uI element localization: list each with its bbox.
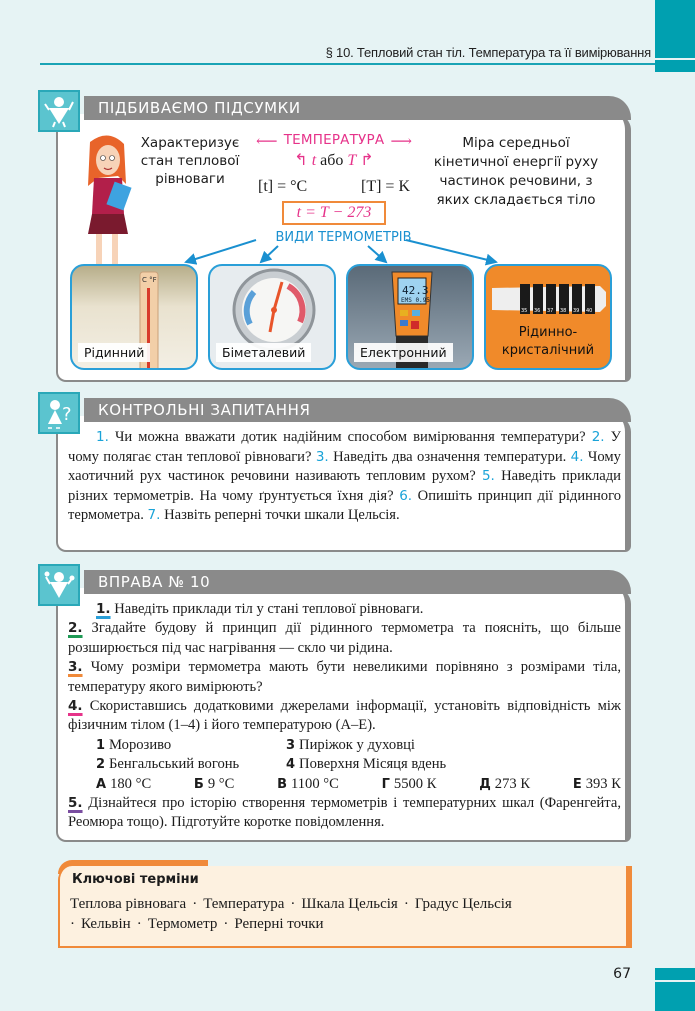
answer-value: 393 К: [585, 775, 621, 792]
unit-celsius: [t] = °C: [258, 178, 308, 195]
summary-section: [56, 96, 631, 382]
conversion-formula: t = T − 273: [282, 201, 386, 225]
page-edge-tab: [655, 968, 695, 980]
unit-kelvin: [T] = K: [360, 178, 410, 195]
curved-arrow-icon: ↰: [294, 152, 308, 169]
exercise-item: [68, 600, 621, 619]
answer-letter: Б: [193, 776, 204, 792]
questions-list: [68, 428, 621, 526]
key-terms-title: Ключові терміни: [72, 872, 199, 887]
temperature-definition-text: Міра середньої кінетичної енергії руху частинок речовини, з яких складається тіло: [433, 135, 599, 208]
body-number: 2: [96, 757, 106, 773]
thermometer-types-title: ВИДИ ТЕРМОМЕТРІВ: [275, 230, 412, 245]
section-title: КОНТРОЛЬНІ ЗАПИТАННЯ: [84, 398, 631, 422]
temperature-characterizes-text: Характеризує стан теплової рівноваги: [140, 135, 240, 187]
bodies-row: [68, 736, 621, 755]
exercise-item: [68, 794, 621, 833]
question-number: 7.: [147, 507, 161, 524]
key-terms-list: [70, 894, 624, 934]
exercise-number: 5.: [68, 795, 83, 812]
answer-letter: А: [96, 776, 107, 792]
question-character-icon: [38, 392, 80, 434]
answer-letter: Е: [572, 776, 582, 792]
temperature-title: ТЕМПЕРАТУРА: [283, 132, 385, 148]
key-term: Кельвін: [81, 916, 131, 932]
answer-value: 5500 К: [393, 775, 437, 792]
body-text: Морозиво: [109, 736, 172, 753]
svg-text:EMS 0.95: EMS 0.95: [401, 297, 430, 304]
exercise-item: [68, 697, 621, 736]
body-text: Пиріжок у духовці: [299, 736, 415, 753]
body-number: 3: [286, 737, 296, 753]
temperatures-row: [68, 775, 621, 794]
exercise-item: [68, 658, 621, 697]
thermometer-label: Рідинний: [78, 343, 150, 362]
or-word: або: [320, 152, 344, 169]
juggling-character-icon: [38, 564, 80, 606]
key-term: Шкала Цельсія: [301, 896, 398, 912]
thermometer-card-bimetallic: [208, 264, 336, 370]
character-icon: [38, 90, 80, 132]
bodies-row: [68, 755, 621, 774]
thermometer-card-electronic: [346, 264, 474, 370]
question-text: У чому полягає стан теплової рівноваги?: [68, 429, 621, 465]
svg-text:?: ?: [62, 404, 72, 425]
page-edge-tab: [655, 982, 695, 1011]
svg-text:40: 40: [586, 308, 593, 314]
question-text: Чи можна вважати дотик надійним способом вимірювання температури?: [114, 429, 586, 445]
question-text: Наведіть приклади різних термометрів. На чому ґрунтується їхня дія?: [68, 468, 621, 504]
exercise-list: [68, 600, 621, 833]
exercise-text: Чому розміри термометра мають бути невеликими порівняно з розмірами тіла, температуру якого вимірюють?: [68, 659, 621, 695]
key-term: Теплова рівновага: [70, 896, 187, 912]
page-edge-tab: [655, 0, 695, 58]
exercise-text: Скориставшись додатковими джерелами інформації, установіть відповідність між фізичним тілом (1–4) і його температурою (А–Е).: [68, 698, 621, 734]
symbol-t: t: [311, 152, 317, 169]
arrow-right-icon: ⟶: [390, 132, 412, 150]
answer-letter: Г: [381, 776, 390, 792]
section-title: ВПРАВА № 10: [84, 570, 631, 594]
svg-text:37: 37: [547, 308, 554, 314]
question-number: 2.: [591, 429, 605, 445]
question-text: Назвіть реперні точки шкали Цельсія.: [164, 507, 400, 524]
temperature-concept: [254, 132, 414, 225]
question-number: 3.: [315, 448, 329, 465]
section-title: ПІДБИВАЄМО ПІДСУМКИ: [84, 96, 631, 120]
exercise-number: 4.: [68, 698, 83, 715]
exercise-number: 1.: [96, 601, 111, 617]
svg-text:39: 39: [573, 308, 580, 314]
thermometer-label: Рідинно-кристалічний: [501, 325, 595, 358]
svg-text:35: 35: [521, 308, 528, 314]
thermometer-card-liquid: [70, 264, 198, 370]
thermometer-label: Біметалевий: [216, 343, 311, 362]
exercise-number: 2.: [68, 620, 83, 637]
question-text: Опишіть принцип дії рідинного термометра.: [68, 487, 621, 524]
question-number: 5.: [481, 468, 495, 485]
bullet-icon: ·: [223, 916, 229, 932]
body-number: 1: [96, 737, 106, 753]
key-term: Реперні точки: [234, 916, 324, 932]
temperature-symbols: [254, 150, 414, 170]
answer-value: 9 °C: [207, 775, 235, 792]
question-number: 6.: [399, 487, 413, 504]
body-text: Поверхня Місяця вдень: [299, 756, 447, 773]
answer-letter: В: [277, 776, 287, 792]
svg-text:C °F: C °F: [142, 276, 157, 284]
running-header: § 10. Тепловий стан тіл. Температура та її вимірювання: [325, 45, 651, 60]
bullet-icon: ·: [403, 896, 409, 912]
curved-arrow-icon: ↱: [360, 152, 374, 169]
question-text: Наведіть два означення температури.: [333, 448, 567, 465]
bullet-icon: ·: [70, 916, 75, 932]
exercise-section: [56, 570, 631, 842]
bullet-icon: ·: [290, 896, 296, 912]
key-terms-box: [58, 860, 632, 948]
symbol-T: T: [347, 152, 357, 169]
bullet-icon: ·: [192, 896, 198, 912]
key-term: Температура: [203, 896, 285, 912]
question-text: Чому хаотичний рух частинок речовини називають тепловим рухом?: [68, 448, 621, 485]
thermometer-cards: [70, 264, 612, 370]
thermometer-label: Електронний: [354, 343, 453, 362]
header-divider: [40, 63, 655, 65]
thermometer-card-liquid-crystal: [484, 264, 612, 370]
arrow-left-icon: ⟵: [256, 132, 278, 150]
exercise-item: [68, 619, 621, 658]
key-term: Термометр: [147, 916, 218, 932]
page-edge-tab: [655, 60, 695, 72]
answer-value: 180 °C: [110, 775, 152, 792]
page-number: 67: [613, 966, 631, 982]
key-term: Градус Цельсія: [414, 896, 512, 912]
question-number: 4.: [570, 448, 584, 465]
body-text: Бенгальський вогонь: [109, 756, 240, 773]
answer-letter: Д: [479, 776, 491, 792]
exercise-text: Наведіть приклади тіл у стані теплової рівноваги.: [114, 601, 424, 617]
bullet-icon: ·: [136, 916, 142, 932]
body-number: 4: [286, 757, 296, 773]
display-value: 42.3: [402, 284, 429, 297]
svg-text:36: 36: [534, 308, 541, 314]
control-questions-section: [56, 398, 631, 552]
exercise-number: 3.: [68, 659, 83, 676]
exercise-text: Дізнайтеся про історію створення термометрів і температурних шкал (Фаренгейта, Реомюра тощо). Підготуйте коротке повідомлення.: [68, 795, 621, 831]
answer-value: 273 К: [494, 775, 531, 792]
svg-text:38: 38: [560, 308, 567, 314]
answer-value: 1100 °C: [291, 775, 339, 792]
exercise-text: Згадайте будову й принцип дії рідинного термометра та поясніть, що більше розширюється під час нагрівання — скло чи рідина.: [68, 620, 621, 656]
units-row: [254, 178, 414, 196]
question-number: 1.: [96, 429, 109, 445]
